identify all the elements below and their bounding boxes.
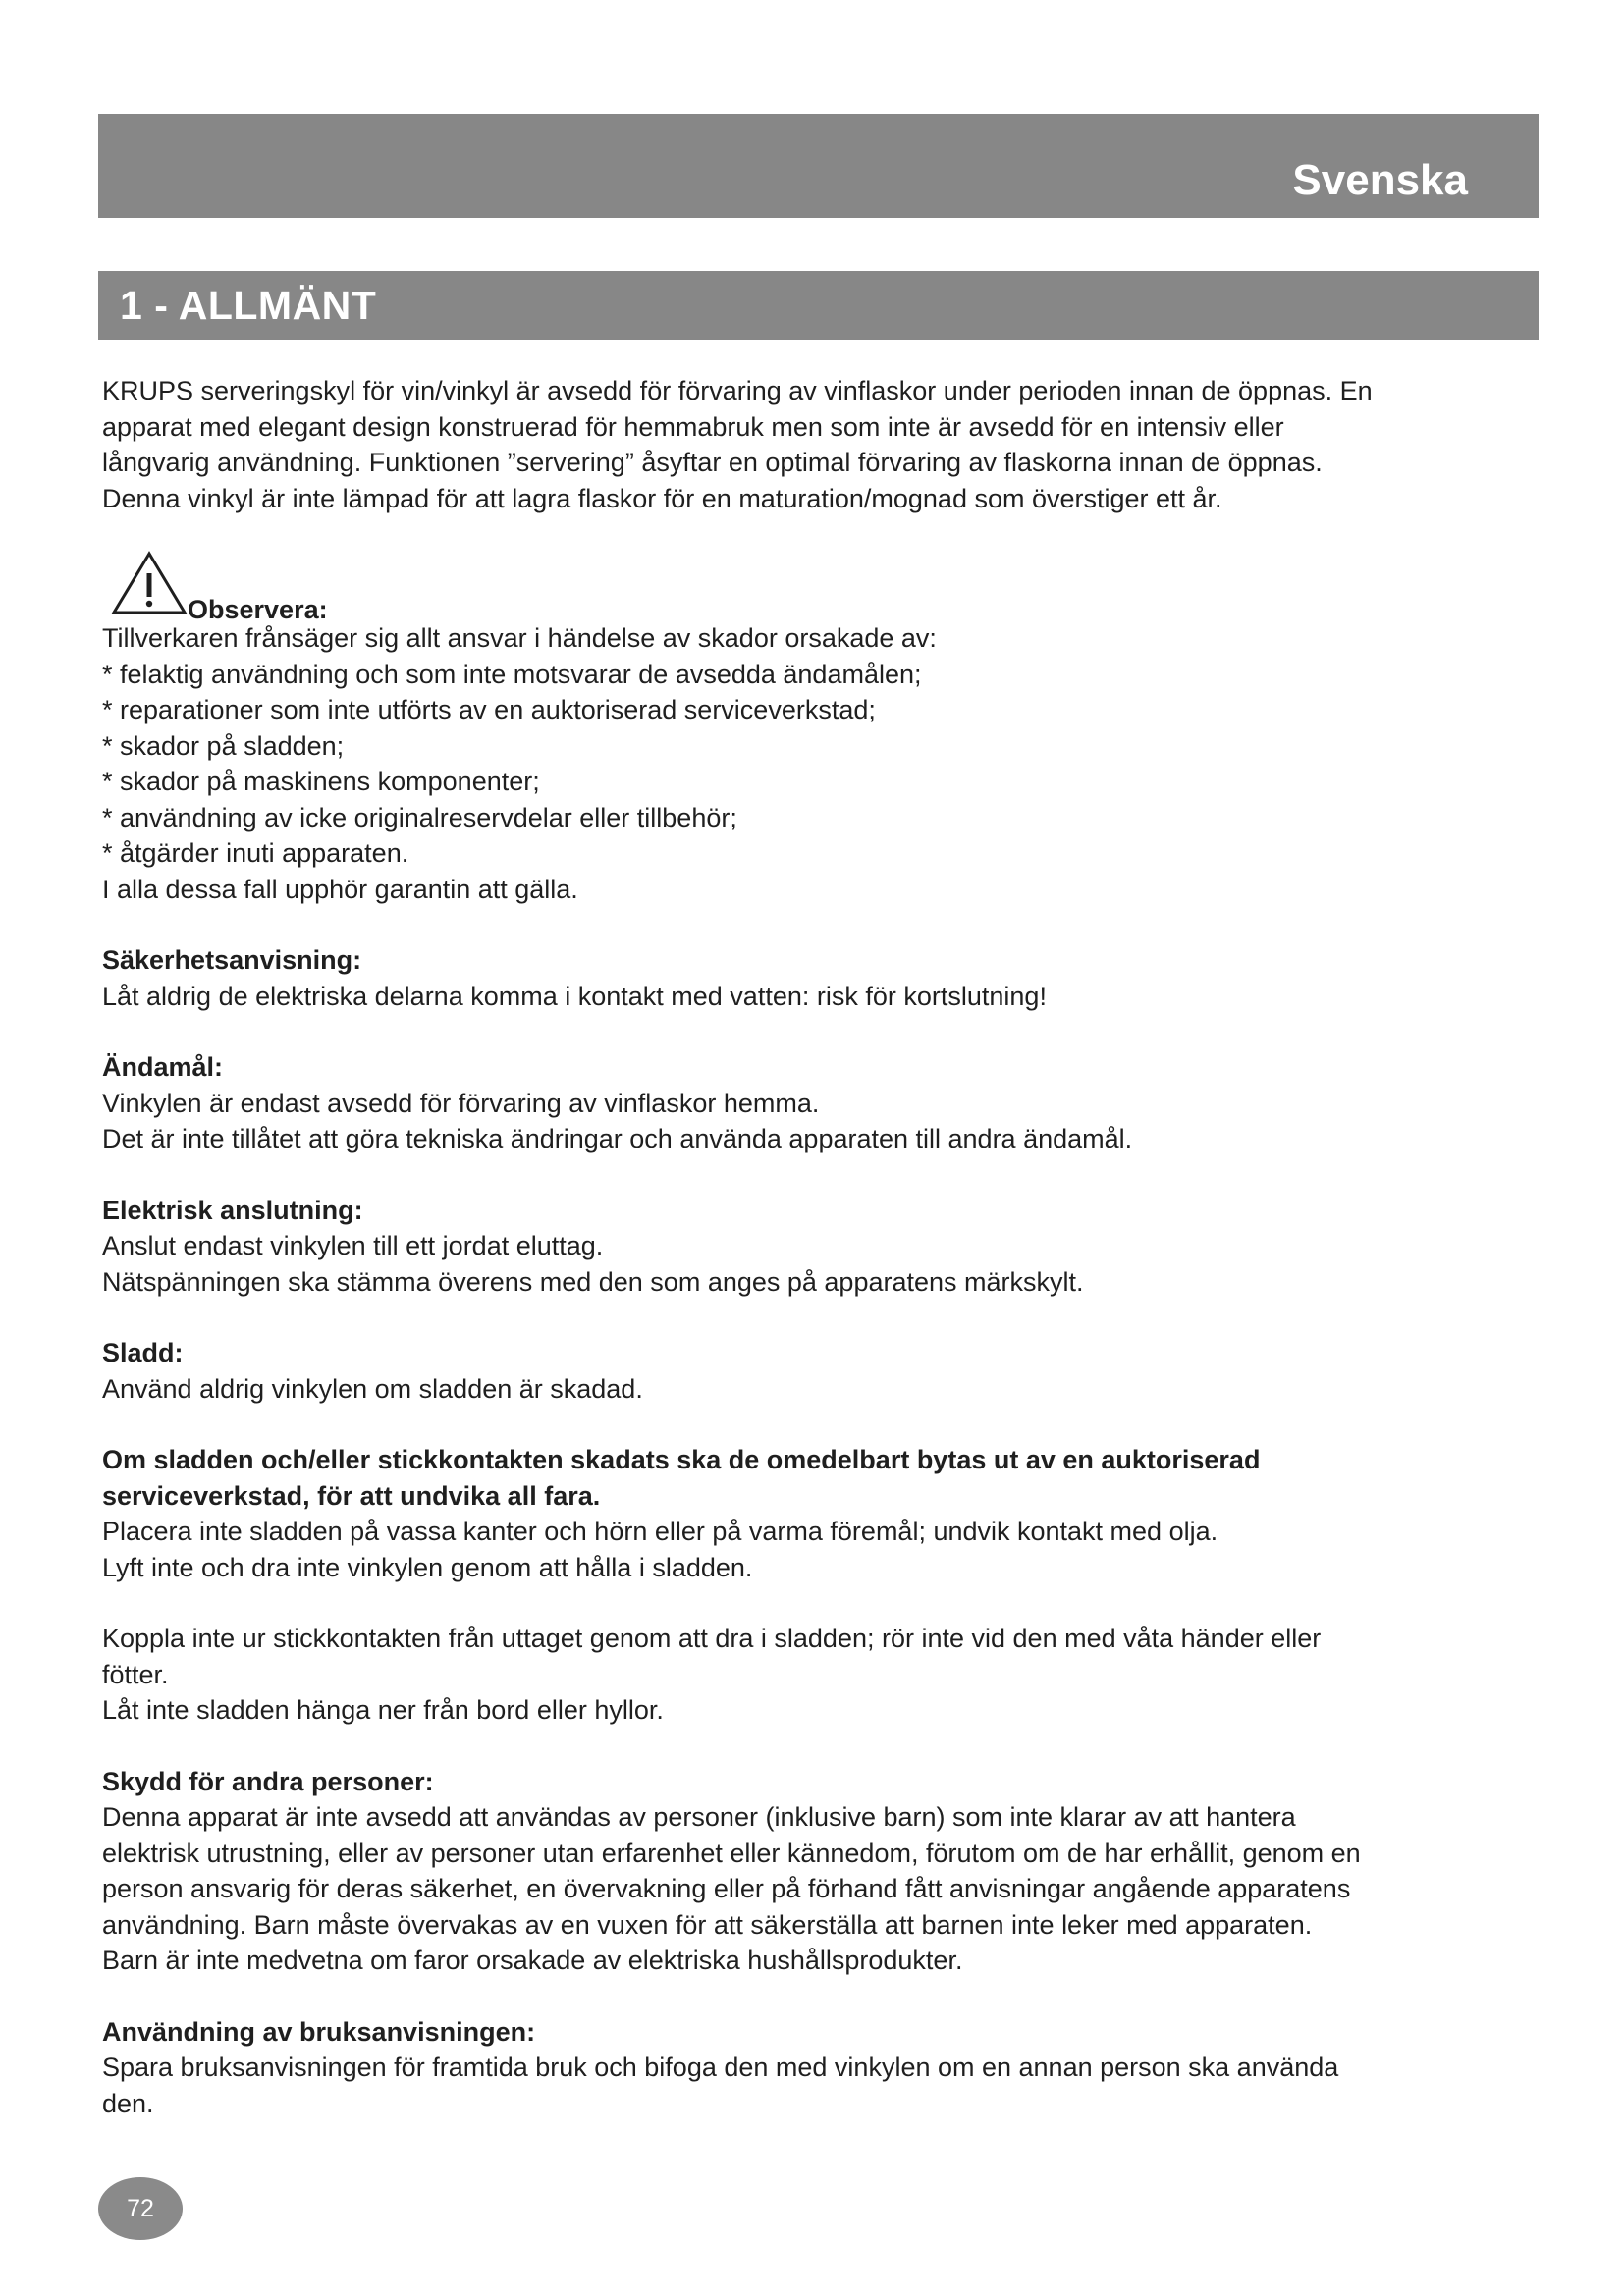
section-title: 1 - ALLMÄNT [120,283,377,328]
observera-line: * skador på sladden; [102,730,345,761]
section-line: den. [102,2088,154,2118]
spacer [102,907,1521,942]
observera-label: Observera: [188,594,328,624]
section-line: Låt inte sladden hänga ner från bord eller hyllor. [102,1695,664,1725]
section-line: Barn är inte medvetna om faror orsakade av elektriska hushållsprodukter. [102,1946,963,1975]
observera-line: I alla dessa fall upphör garantin att gälla. [102,874,578,904]
warning-triangle-icon [110,550,189,620]
observera-line: * felaktig användning och som inte motsvarar de avsedda ändamålen; [102,659,922,689]
observera-line: * åtgärder inuti apparaten. [102,838,409,868]
language-header-bar [98,114,1539,218]
section-heading: Skydd för andra personer: [102,1766,434,1796]
observera-line: Tillverkaren frånsäger sig allt ansvar i händelse av skador orsakade av: [102,623,937,653]
section-line: Låt aldrig de elektriska delarna komma i kontakt med vatten: risk för kortslutning! [102,981,1047,1011]
spacer [102,1979,1521,2014]
anvandning-section [102,2014,1521,2122]
elektrisk-section [102,1193,1521,1301]
section-header-bar [98,271,1539,340]
section-line: Placera inte sladden på vassa kanter och hörn eller på varma föremål; undvik kontakt med olja. [102,1517,1218,1546]
spacer [102,1585,1521,1621]
intro-line: KRUPS serveringskyl för vin/vinkyl är avsedd för förvaring av vinflaskor under perioden innan de öppnas. En [102,376,1373,405]
spacer [102,1014,1521,1049]
section-line: användning. Barn måste övervakas av en vuxen för att säkerställa att barnen inte leker med apparaten. [102,1909,1313,1940]
section-heading: Säkerhetsanvisning: [102,945,362,975]
section-line: Koppla inte ur stickkontakten från uttaget genom att dra i sladden; rör inte vid den med våta händer eller [102,1624,1322,1653]
section-line: Spara bruksanvisningen för framtida bruk och bifoga den med vinkylen om en annan person ska använda [102,2053,1339,2082]
section-line: fötter. [102,1659,169,1689]
section-line: Lyft inte och dra inte vinkylen genom att hålla i sladden. [102,1552,753,1582]
spacer [102,1729,1521,1764]
section-line: person ansvarig för deras säkerhet, en övervakning eller på förhand fått anvisningar angående apparatens [102,1874,1351,1903]
section-line: elektrisk utrustning, eller av personer utan erfarenhet eller kännedom, förutom om de har erhållit, genom en [102,1838,1361,1868]
page-number: 72 [98,2177,183,2240]
section-line: Denna apparat är inte avsedd att användas av personer (inklusive barn) som inte klarar av att hantera [102,1802,1296,1832]
spacer [102,1157,1521,1193]
intro-line: långvarig användning. Funktionen ”servering” åsyftar en optimal förvaring av flaskorna innan de öppnas. [102,448,1323,477]
koppla-section [102,1621,1521,1729]
observera-list [102,620,1521,907]
andamal-section [102,1049,1521,1157]
intro-line: Denna vinkyl är inte lämpad för att lagra flaskor för en maturation/mognad som överstiger ett år. [102,483,1222,513]
language-title: Svenska [1292,156,1468,204]
spacer [102,1407,1521,1442]
section-line: Använd aldrig vinkylen om sladden är skadad. [102,1373,643,1404]
section-heading: Elektrisk anslutning: [102,1195,363,1225]
section-heading: Ändamål: [102,1052,224,1082]
sakerhet-section [102,942,1521,1014]
sladd-section [102,1335,1521,1407]
section-line: Vinkylen är endast avsedd för förvaring av vinflaskor hemma. [102,1088,820,1118]
section-heading: Sladd: [102,1338,184,1367]
section-heading: Om sladden och/eller stickkontakten skadats ska de omedelbart bytas ut av en auktoriserad [102,1445,1261,1474]
skydd-section [102,1764,1521,1979]
observera-line: * reparationer som inte utförts av en auktoriserad serviceverkstad; [102,695,876,724]
spacer [102,1300,1521,1335]
observera-line: * användning av icke originalreservdelar eller tillbehör; [102,802,737,832]
section-line: Anslut endast vinkylen till ett jordat eluttag. [102,1231,604,1260]
section-line: Nätspänningen ska stämma överens med den som anges på apparatens märkskylt. [102,1266,1084,1297]
page-content [102,373,1521,2121]
om-sladden-section [102,1442,1521,1585]
section-line: Det är inte tillåtet att göra tekniska ändringar och använda apparaten till andra ändamål. [102,1124,1133,1153]
intro-line: apparat med elegant design konstruerad för hemmabruk men som inte är avsedd för en intensiv eller [102,411,1284,442]
intro-paragraph [102,373,1521,516]
section-heading: serviceverkstad, för att undvika all fara. [102,1480,601,1511]
section-heading: Användning av bruksanvisningen: [102,2016,536,2047]
observera-line: * skador på maskinens komponenter; [102,767,540,796]
observera-heading [102,550,1521,624]
